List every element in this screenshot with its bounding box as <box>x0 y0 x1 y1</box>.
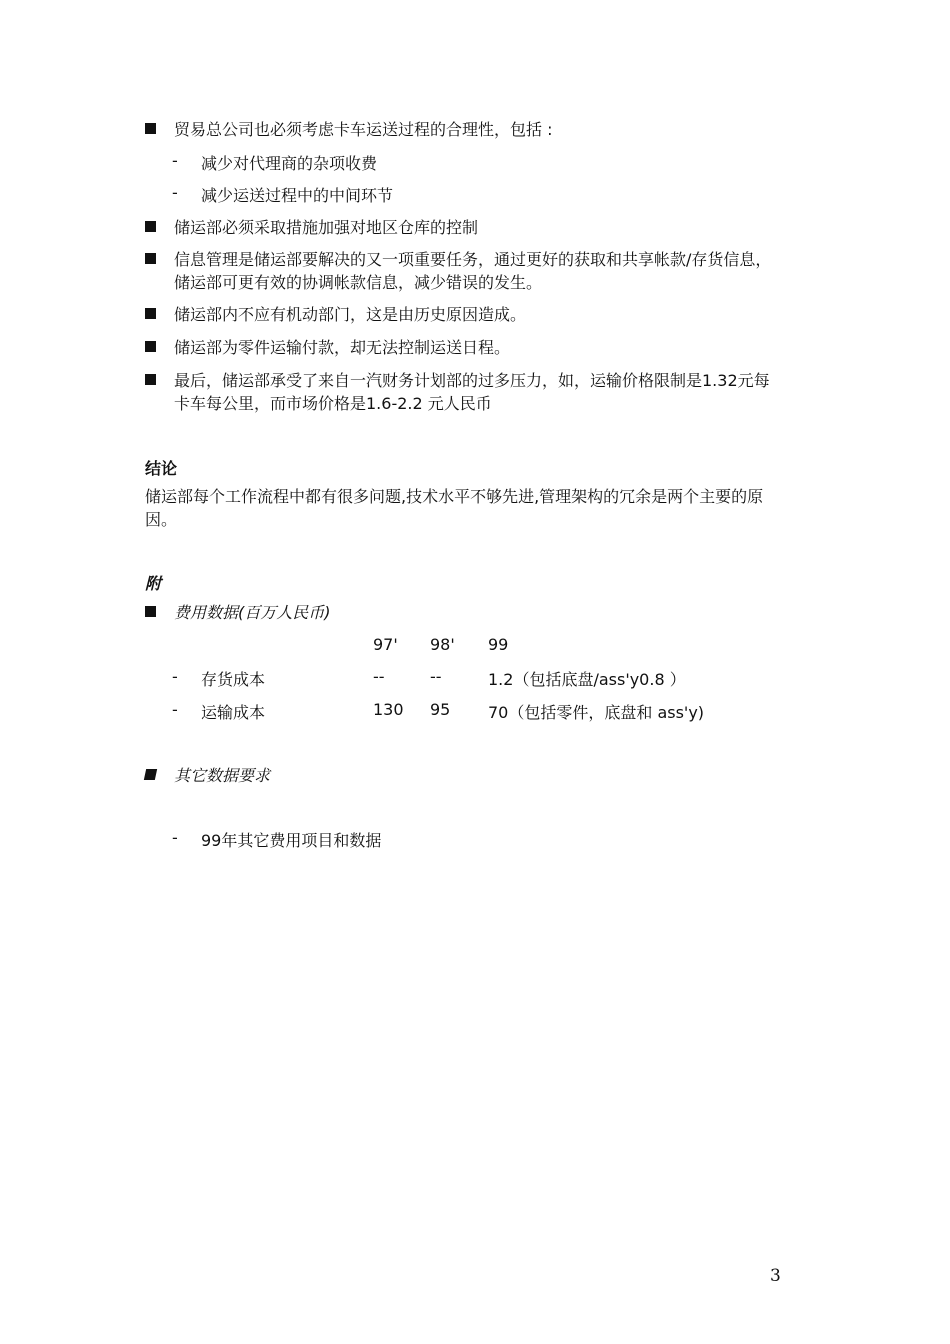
dash-marker: - <box>172 183 178 202</box>
sub-item-text: 99年其它费用项目和数据 <box>201 831 382 850</box>
dash-marker: - <box>172 828 178 847</box>
bullet-text: 储运部内不应有机动部门，这是由历史原因造成。 <box>174 305 527 324</box>
bullet-text: 其它数据要求 <box>174 766 271 785</box>
table-header-cell: 98' <box>430 635 455 654</box>
square-bullet-icon <box>145 606 156 617</box>
table-header-cell: 97' <box>373 635 398 654</box>
dash-marker: - <box>172 667 178 686</box>
sub-item-text: 减少对代理商的杂项收费 <box>201 154 378 173</box>
table-cell: 70（包括零件，底盘和 ass'y) <box>488 703 705 722</box>
square-bullet-icon <box>145 341 156 352</box>
square-bullet-icon <box>145 308 156 319</box>
table-cell: 130 <box>373 700 404 719</box>
sub-item-text: 减少运送过程中的中间环节 <box>201 186 394 205</box>
dash-marker: - <box>172 151 178 170</box>
square-bullet-icon <box>145 221 156 232</box>
square-bullet-icon <box>144 769 157 780</box>
conclusion-heading: 结论 <box>145 459 178 478</box>
table-cell: 1.2（包括底盘/ass'y0.8 ） <box>488 670 686 689</box>
page-number: 3 <box>770 1266 781 1286</box>
dash-marker: - <box>172 700 178 719</box>
square-bullet-icon <box>145 123 156 134</box>
bullet-text: 储运部必须采取措施加强对地区仓库的控制 <box>174 218 479 237</box>
bullet-text: 贸易总公司也必须考虑卡车运送过程的合理性，包括 : <box>174 120 553 139</box>
bullet-text: 储运部为零件运输付款，却无法控制运送日程。 <box>174 338 511 357</box>
appendix-heading: 附 <box>145 574 162 593</box>
table-cell: 95 <box>430 700 451 719</box>
bullet-text: 信息管理是储运部要解决的又一项重要任务，通过更好的获取和共享帐款/存货信息，储运部可更有效的协调帐款信息，减少错误的发生。 <box>174 250 772 292</box>
table-cell: -- <box>373 667 385 686</box>
bullet-text: 费用数据(百万人民币) <box>174 603 331 622</box>
table-cell: -- <box>430 667 442 686</box>
square-bullet-icon <box>145 374 156 385</box>
row-label: 运输成本 <box>201 703 266 722</box>
bullet-text: 最后，储运部承受了来自一汽财务计划部的过多压力，如，运输价格限制是1.32元每卡车每公里，而市场价格是1.6-2.2 元人民币 <box>174 371 770 413</box>
conclusion-text: 储运部每个工作流程中都有很多问题,技术水平不够先进,管理架构的冗余是两个主要的原因。 <box>145 487 764 529</box>
table-header-cell: 99 <box>488 635 509 654</box>
row-label: 存货成本 <box>201 670 266 689</box>
square-bullet-icon <box>145 253 156 264</box>
